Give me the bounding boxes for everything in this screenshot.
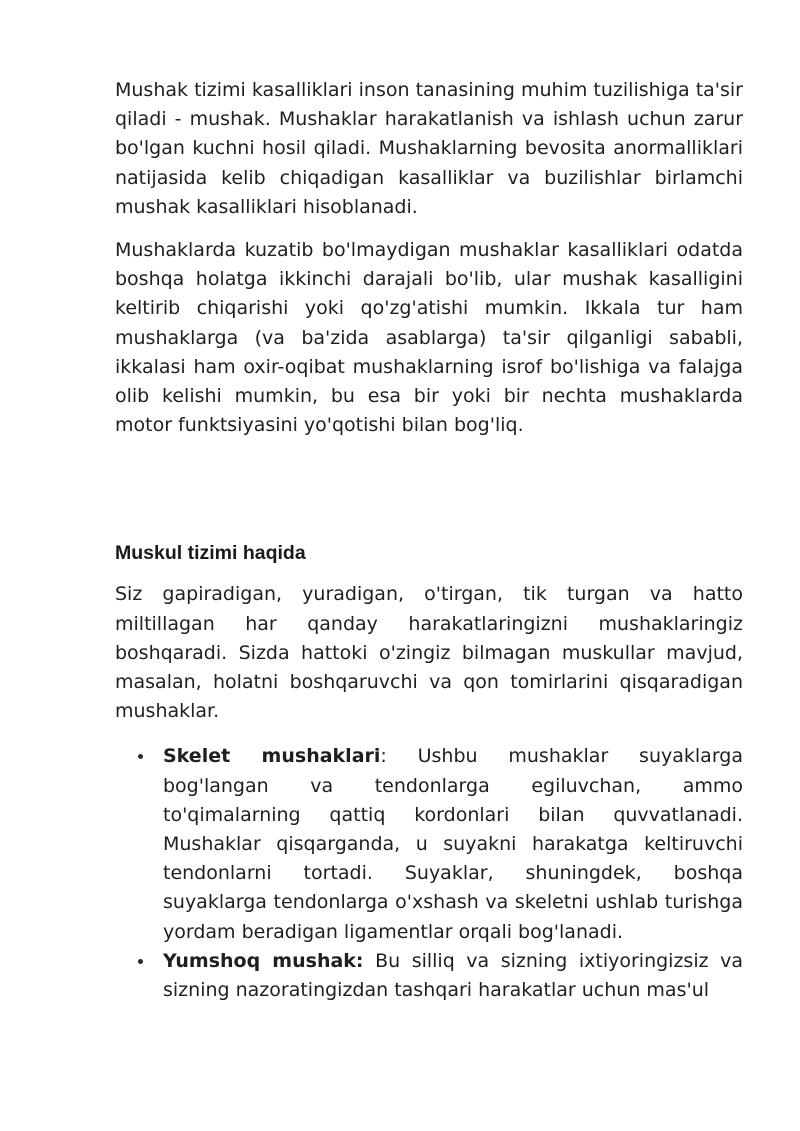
list-item-skeletal	[115, 742, 743, 946]
bullet-icon	[138, 959, 143, 964]
paragraph-intro: Mushak tizimi kasalliklari inson tanasining muhim tuzilishiga ta'sir qiladi - mushak. Mushaklar harakatlanish va ishlash uchun zarur bo'lgan kuchni hosil qiladi. Mushaklarning bevosita anormalliklari natijasida kelib chiqadigan kasalliklar va buzilishlar birlamchi mushak kasalliklari hisoblanadi.	[115, 79, 743, 218]
section-intro-paragraph: Siz gapiradigan, yuradigan, o'tirgan, tik turgan va hatto miltillagan har qanday harakatlaringizni mushaklaringiz boshqaradi. Sizda hattoki o'zingiz bilmagan muskullar mavjud, masalan, holatni boshqaruvchi va qon tomirlarini qisqaradigan mushaklar.	[115, 583, 743, 723]
list-item-term: Yumshoq mushak:	[163, 949, 364, 972]
list-item-text: Ushbu mushaklar suyaklarga bog'langan va tendonlarga egiluvchan, ammo to'qimalarning qattiq kordonlari bilan quvvatlanadi. Mushaklar qisqarganda, u suyakni harakatga keltiruvchi tendonlarni tortadi. Suyaklar, shuningdek, boshqa suyaklarga tendonlarga o'xshash va skeletni ushlab turishga yordam beradigan ligamentlar orqali bog'lanadi.	[163, 745, 743, 943]
list-item-term: Skelet mushaklari	[163, 745, 381, 768]
bullet-icon	[138, 754, 143, 759]
document-body	[115, 76, 743, 1005]
section-heading: Muskul tizimi haqida	[115, 542, 306, 565]
list-item-separator: :	[380, 745, 387, 768]
list-item-text: Bu silliq va sizning ixtiyoringizsiz va sizning nazoratingizdan tashqari harakatlar uchun mas'ul	[163, 949, 743, 1002]
muscle-types-list	[115, 742, 743, 1005]
paragraph-secondary-diseases: Mushaklarda kuzatib bo'lmaydigan mushaklar kasalliklari odatda boshqa holatga ikkinchi darajali bo'lib, ular mushak kasalligini keltirib chiqarishi yoki qo'zg'atishi mumkin. Ikkala tur ham mushaklarga (va ba'zida asablarga) ta'sir qilganligi sababli, ikkalasi ham oxir-oqibat mushaklarning isrof bo'lishiga va falajga olib kelishi mumkin, bu esa bir yoki bir nechta mushaklarda motor funktsiyasini yo'qotishi bilan bog'liq.	[115, 239, 743, 437]
list-item-smooth	[115, 947, 743, 1005]
